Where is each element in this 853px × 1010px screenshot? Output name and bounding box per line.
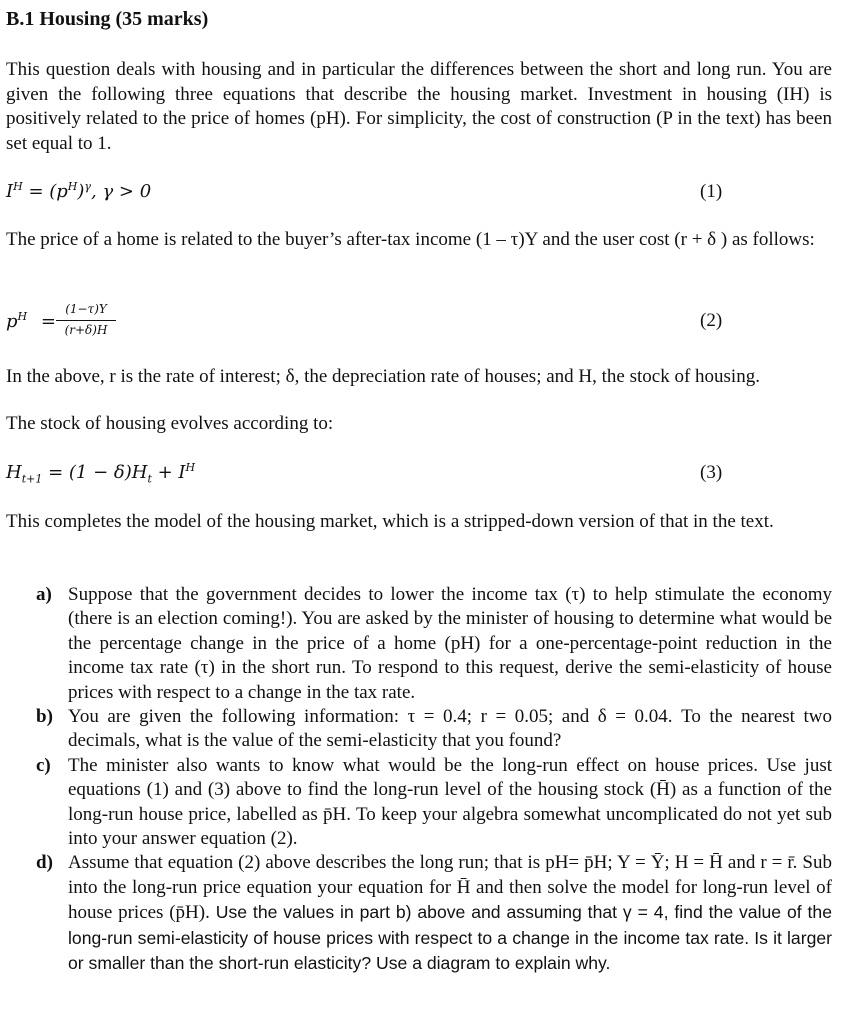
eq1-rest: = (p bbox=[22, 181, 68, 202]
eq1-sup2: H bbox=[67, 180, 78, 193]
equation-2-lhs bbox=[6, 310, 56, 332]
equation-1-number: (1) bbox=[700, 181, 723, 202]
question-a-label: a) bbox=[36, 584, 52, 605]
question-b-text: You are given the following information: τ = 0.4; r = 0.05; and δ = 0.04. To the nearest two decimals, what is the value of the semi-elasticity that you found? bbox=[68, 706, 832, 752]
equation-3-number: (3) bbox=[700, 462, 723, 483]
eq2-equals: = bbox=[40, 311, 56, 332]
question-b-label: b) bbox=[36, 706, 53, 728]
question-c-text: The minister also wants to know what would be the long-run effect on house prices. Use just equations (1) and (3) above to find the long-run level of the housing stock (H̄) as a function of the long-run house price, labelled as p̄H. To keep your algebra somewhat uncomplicated do not yet sub into your answer equation (2). bbox=[68, 754, 832, 850]
stock-paragraph: The stock of housing evolves according to: bbox=[6, 413, 334, 434]
equation-1 bbox=[6, 180, 151, 202]
eq2-lhs: p bbox=[6, 311, 18, 332]
eq3-sub: t+1 bbox=[21, 472, 43, 486]
question-d-label: d) bbox=[36, 852, 53, 874]
eq3-sup: H bbox=[185, 461, 196, 474]
price-paragraph: The price of a home is related to the buyer’s after-tax income (1 – τ)Y and the user cost (r + δ ) as follows: bbox=[6, 229, 815, 250]
eq2-sup: H bbox=[17, 310, 28, 323]
question-d-text-serif: Assume that equation (2) above describes the long run; that is pH= p̄H; Y = Ȳ; H = H̄ and r = r̄. Sub into the long-run price equation your equation for H̄ and then solve the model for long-run level of house prices (p̄H). bbox=[68, 852, 832, 924]
eq2-numerator: (1−τ)Y bbox=[65, 302, 107, 316]
eq1-lhs: I bbox=[6, 181, 14, 202]
equation-2-number: (2) bbox=[700, 310, 723, 331]
eq3-lhs: H bbox=[6, 462, 22, 483]
eq1-sup3: γ bbox=[84, 180, 91, 193]
question-a bbox=[36, 583, 832, 705]
eq3-rest2: + I bbox=[151, 462, 186, 483]
equation-3 bbox=[6, 461, 195, 486]
question-c-label: c) bbox=[36, 754, 51, 776]
eq2-fraction-line bbox=[56, 320, 116, 321]
question-c bbox=[36, 754, 832, 852]
intro-paragraph: This question deals with housing and in particular the differences between the short and long run. You are given the following three equations that describe the housing market. Investment in housing (IH) is positively related to the price of homes (pH). For simplicity, the cost of construction (P in the text) has been set equal to 1. bbox=[6, 59, 832, 154]
question-a-text: Suppose that the government decides to lower the income tax (τ) to help stimulate the economy (there is an election coming!). You are asked by the minister of housing to determine what would be the percentage change in the price of a home (pH) for a one-percentage-point reduction in the income tax rate (τ) in the short run. To respond to this request, derive the semi-elasticity of house prices with respect to a change in the tax rate. bbox=[68, 584, 832, 703]
question-d-text-sans: Use the values in part b) above and assuming that γ = 4, find the value of the long-run semi-elasticity of house prices with respect to a change in the income tax rate. Is it larger or smaller than the short-run elasticity? Use a diagram to explain why. bbox=[68, 902, 832, 974]
eq3-rest: = (1 − δ)H bbox=[42, 462, 148, 483]
question-b bbox=[36, 705, 832, 754]
eq2-denominator: (r+δ)H bbox=[64, 323, 108, 337]
question-d bbox=[36, 851, 832, 976]
eq1-sup1: H bbox=[13, 180, 23, 193]
eq1-rest3: , γ > 0 bbox=[91, 181, 152, 202]
section-heading: B.1 Housing (35 marks) bbox=[6, 8, 209, 30]
question-list bbox=[36, 583, 832, 977]
eq1-rest2: ) bbox=[77, 181, 85, 202]
eq3-sub2: t bbox=[147, 472, 152, 486]
completes-paragraph: This completes the model of the housing market, which is a stripped-down version of that in the text. bbox=[6, 511, 774, 532]
definitions-paragraph: In the above, r is the rate of interest; δ, the depreciation rate of houses; and H, the stock of housing. bbox=[6, 366, 760, 387]
